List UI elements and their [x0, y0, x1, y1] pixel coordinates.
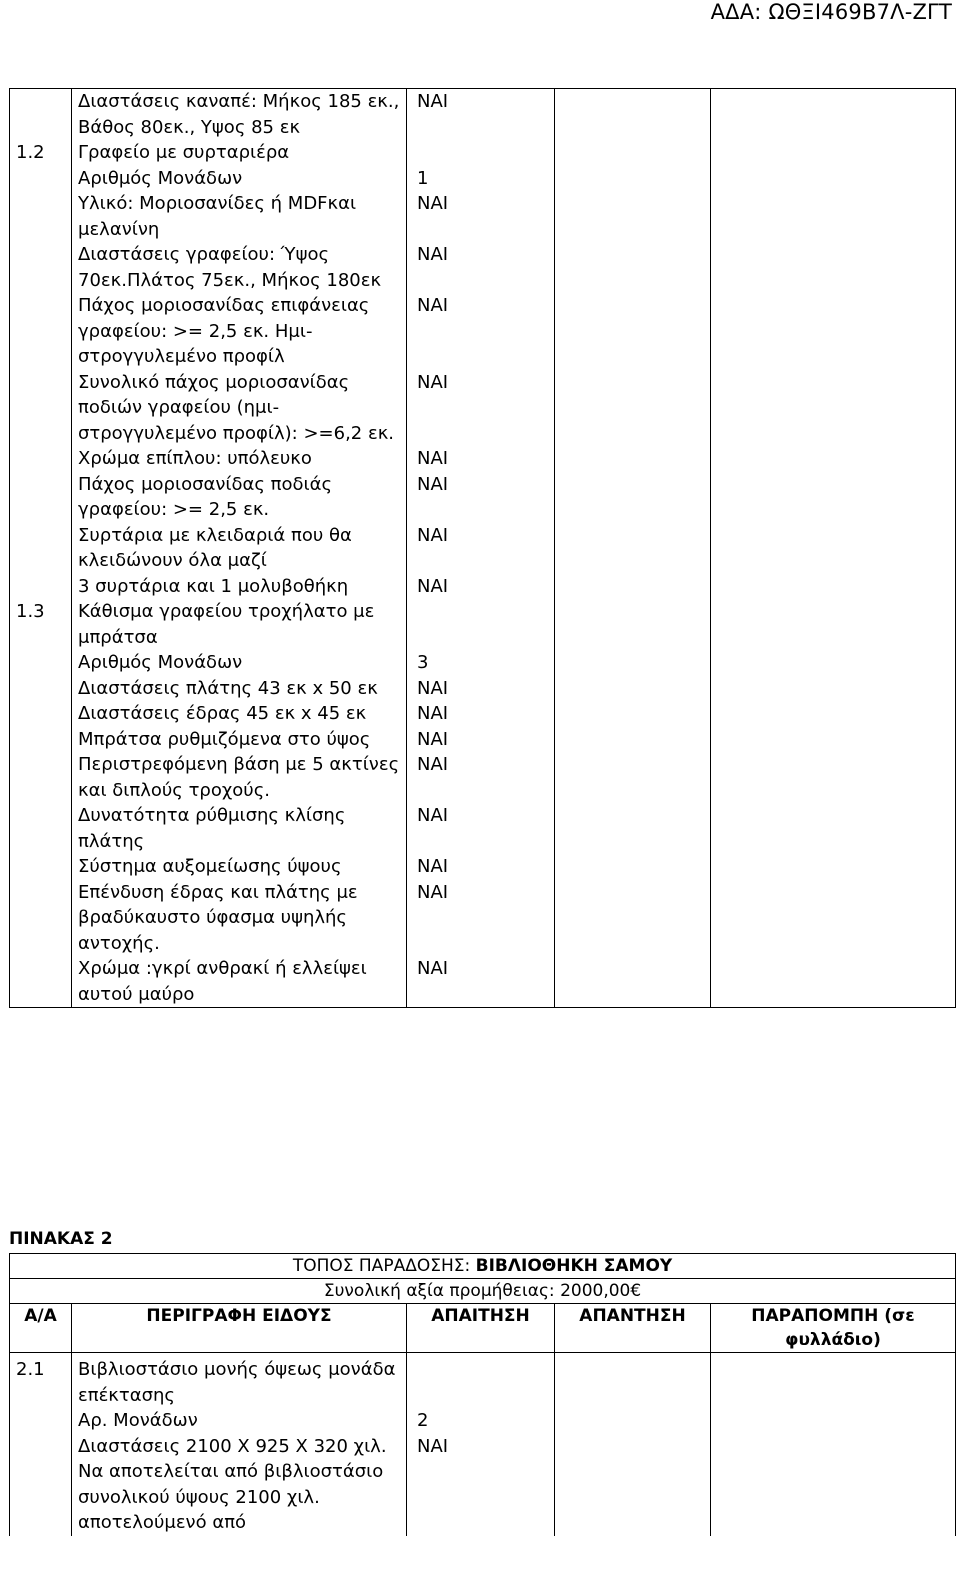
item-requirement: ΝΑΙ — [407, 1434, 555, 1460]
item-number — [10, 472, 72, 523]
item-number — [10, 956, 72, 1008]
item-reference — [711, 574, 956, 600]
item-description: Αριθμός Μονάδων — [72, 166, 407, 192]
item-number — [10, 574, 72, 600]
table-row — [10, 880, 956, 957]
table-row — [10, 242, 956, 293]
item-requirement: ΝΑΙ — [407, 956, 555, 1008]
item-answer — [555, 1459, 711, 1536]
header-aa: Α/Α — [10, 1304, 72, 1353]
item-reference — [711, 650, 956, 676]
item-reference — [711, 1408, 956, 1434]
item-number — [10, 752, 72, 803]
item-reference — [711, 166, 956, 192]
item-description: Επένδυση έδρας και πλάτης με βραδύκαυστο ύφασμα υψηλής αντοχής. — [72, 880, 407, 957]
item-number — [10, 676, 72, 702]
item-number — [10, 1408, 72, 1434]
item-requirement: ΝΑΙ — [407, 242, 555, 293]
item-reference — [711, 472, 956, 523]
item-description: Γραφείο με συρταριέρα — [72, 140, 407, 166]
table-row — [10, 1408, 956, 1434]
table-2-title: ΠΙΝΑΚΑΣ 2 — [9, 1229, 113, 1249]
table-row — [10, 1459, 956, 1536]
item-answer — [555, 472, 711, 523]
table-row — [10, 523, 956, 574]
item-requirement: ΝΑΙ — [407, 472, 555, 523]
item-answer — [555, 166, 711, 192]
item-number — [10, 803, 72, 854]
item-answer — [555, 191, 711, 242]
item-answer — [555, 880, 711, 957]
delivery-place-row — [10, 1254, 956, 1279]
header-description: ΠΕΡΙΓΡΑΦΗ ΕΙΔΟΥΣ — [72, 1304, 407, 1353]
item-number — [10, 293, 72, 370]
item-description: Διαστάσεις πλάτης 43 εκ x 50 εκ — [72, 676, 407, 702]
item-answer — [555, 1353, 711, 1409]
item-description: Συνολικό πάχος μοριοσανίδας ποδιών γραφείου (ημι-στρογγυλεμένο προφίλ): >=6,2 εκ. — [72, 370, 407, 447]
item-answer — [555, 1434, 711, 1460]
item-answer — [555, 370, 711, 447]
item-requirement: ΝΑΙ — [407, 446, 555, 472]
table-row — [10, 293, 956, 370]
item-answer — [555, 1408, 711, 1434]
item-number: 2.1 — [10, 1353, 72, 1409]
item-requirement: ΝΑΙ — [407, 574, 555, 600]
item-answer — [555, 701, 711, 727]
item-reference — [711, 701, 956, 727]
delivery-label: ΤΟΠΟΣ ΠΑΡΑΔΟΣΗΣ: — [292, 1256, 476, 1276]
item-number: 1.2 — [10, 140, 72, 166]
table-row — [10, 140, 956, 166]
specs-table-1 — [9, 88, 956, 1008]
item-requirement — [407, 140, 555, 166]
item-requirement: ΝΑΙ — [407, 89, 555, 141]
item-requirement: ΝΑΙ — [407, 370, 555, 447]
item-answer — [555, 89, 711, 141]
item-answer — [555, 650, 711, 676]
header-answer: ΑΠΑΝΤΗΣΗ — [555, 1304, 711, 1353]
item-reference — [711, 293, 956, 370]
item-reference — [711, 676, 956, 702]
item-answer — [555, 727, 711, 753]
item-number — [10, 854, 72, 880]
item-number — [10, 370, 72, 447]
item-description: 3 συρτάρια και 1 μολυβοθήκη — [72, 574, 407, 600]
item-number — [10, 191, 72, 242]
item-description: Κάθισμα γραφείου τροχήλατο με μπράτσα — [72, 599, 407, 650]
item-reference — [711, 854, 956, 880]
item-description: Βιβλιοστάσιο μονής όψεως μονάδα επέκτασης — [72, 1353, 407, 1409]
table-row — [10, 650, 956, 676]
delivery-place: ΒΙΒΛΙΟΘΗΚΗ ΣΑΜΟΥ — [475, 1256, 673, 1276]
item-reference — [711, 803, 956, 854]
table-row — [10, 89, 956, 141]
item-requirement: ΝΑΙ — [407, 293, 555, 370]
item-requirement — [407, 599, 555, 650]
item-answer — [555, 803, 711, 854]
item-description: Χρώμα επίπλου: υπόλευκο — [72, 446, 407, 472]
item-answer — [555, 523, 711, 574]
item-description: Πάχος μοριοσανίδας ποδιάς γραφείου: >= 2,5 εκ. — [72, 472, 407, 523]
item-requirement: ΝΑΙ — [407, 727, 555, 753]
table-row — [10, 446, 956, 472]
item-number — [10, 727, 72, 753]
item-requirement: ΝΑΙ — [407, 880, 555, 957]
item-reference — [711, 1459, 956, 1536]
item-requirement — [407, 1353, 555, 1409]
item-description: Σύστημα αυξομείωσης ύψους — [72, 854, 407, 880]
item-answer — [555, 574, 711, 600]
item-reference — [711, 956, 956, 1008]
item-number — [10, 446, 72, 472]
item-description: Χρώμα :γκρί ανθρακί ή ελλείψει αυτού μαύρο — [72, 956, 407, 1008]
item-reference — [711, 446, 956, 472]
item-description: Πάχος μοριοσανίδας επιφάνειας γραφείου: >= 2,5 εκ. Ημι-στρογγυλεμένο προφίλ — [72, 293, 407, 370]
table-row — [10, 752, 956, 803]
item-description: Αριθμός Μονάδων — [72, 650, 407, 676]
item-answer — [555, 676, 711, 702]
item-requirement: ΝΑΙ — [407, 676, 555, 702]
item-answer — [555, 293, 711, 370]
table-row — [10, 701, 956, 727]
item-reference — [711, 599, 956, 650]
item-description: Συρτάρια με κλειδαριά που θα κλειδώνουν όλα μαζί — [72, 523, 407, 574]
item-number — [10, 1434, 72, 1460]
item-number: 1.3 — [10, 599, 72, 650]
item-description: Δυνατότητα ρύθμισης κλίσης πλάτης — [72, 803, 407, 854]
specs-table-2 — [9, 1253, 956, 1536]
item-answer — [555, 752, 711, 803]
table-row — [10, 803, 956, 854]
item-reference — [711, 880, 956, 957]
total-value: Συνολική αξία προμήθειας: 2000,00€ — [10, 1279, 956, 1304]
table-row — [10, 574, 956, 600]
table-row — [10, 1353, 956, 1409]
item-description: Περιστρεφόμενη βάση με 5 ακτίνες και διπλούς τροχούς. — [72, 752, 407, 803]
item-requirement: ΝΑΙ — [407, 803, 555, 854]
table-row — [10, 727, 956, 753]
item-description: Διαστάσεις έδρας 45 εκ x 45 εκ — [72, 701, 407, 727]
item-number — [10, 1459, 72, 1536]
item-description: Διαστάσεις καναπέ: Μήκος 185 εκ., Βάθος 80εκ., Υψος 85 εκ — [72, 89, 407, 141]
item-answer — [555, 854, 711, 880]
item-number — [10, 701, 72, 727]
item-description: Υλικό: Μοριοσανίδες ή MDFκαι μελανίνη — [72, 191, 407, 242]
item-reference — [711, 727, 956, 753]
header-requirement: ΑΠΑΙΤΗΣΗ — [407, 1304, 555, 1353]
item-description: Αρ. Μονάδων — [72, 1408, 407, 1434]
item-answer — [555, 140, 711, 166]
item-reference — [711, 1353, 956, 1409]
item-requirement: ΝΑΙ — [407, 191, 555, 242]
item-reference — [711, 140, 956, 166]
item-requirement: 2 — [407, 1408, 555, 1434]
table-row — [10, 956, 956, 1008]
item-requirement: 1 — [407, 166, 555, 192]
table-row — [10, 1434, 956, 1460]
item-requirement: ΝΑΙ — [407, 854, 555, 880]
item-reference — [711, 1434, 956, 1460]
table-row — [10, 166, 956, 192]
item-requirement: 3 — [407, 650, 555, 676]
item-reference — [711, 752, 956, 803]
item-description: Να αποτελείται από βιβλιοστάσιο συνολικού ύψους 2100 χιλ. αποτελούμενό από — [72, 1459, 407, 1536]
item-requirement: ΝΑΙ — [407, 752, 555, 803]
table-row — [10, 676, 956, 702]
item-answer — [555, 956, 711, 1008]
item-reference — [711, 523, 956, 574]
item-answer — [555, 242, 711, 293]
item-reference — [711, 370, 956, 447]
item-number — [10, 523, 72, 574]
header-reference: ΠΑΡΑΠΟΜΠΗ (σε φυλλάδιο) — [711, 1304, 956, 1353]
table-row — [10, 191, 956, 242]
item-requirement — [407, 1459, 555, 1536]
item-description: Διαστάσεις 2100 Χ 925 Χ 320 χιλ. — [72, 1434, 407, 1460]
item-number — [10, 242, 72, 293]
item-requirement: ΝΑΙ — [407, 523, 555, 574]
item-number — [10, 166, 72, 192]
table-row — [10, 472, 956, 523]
item-number — [10, 89, 72, 141]
item-reference — [711, 89, 956, 141]
item-reference — [711, 242, 956, 293]
item-description: Μπράτσα ρυθμιζόμενα στο ύψος — [72, 727, 407, 753]
item-answer — [555, 599, 711, 650]
table-row — [10, 370, 956, 447]
item-answer — [555, 446, 711, 472]
item-reference — [711, 191, 956, 242]
item-number — [10, 650, 72, 676]
item-number — [10, 880, 72, 957]
item-requirement: ΝΑΙ — [407, 701, 555, 727]
document-code: ΑΔΑ: ΩΘΞΙ469Β7Λ-ΖΓΤ — [710, 0, 952, 24]
table-row — [10, 854, 956, 880]
item-description: Διαστάσεις γραφείου: Ύψος 70εκ.Πλάτος 75εκ., Μήκος 180εκ — [72, 242, 407, 293]
table-row — [10, 599, 956, 650]
